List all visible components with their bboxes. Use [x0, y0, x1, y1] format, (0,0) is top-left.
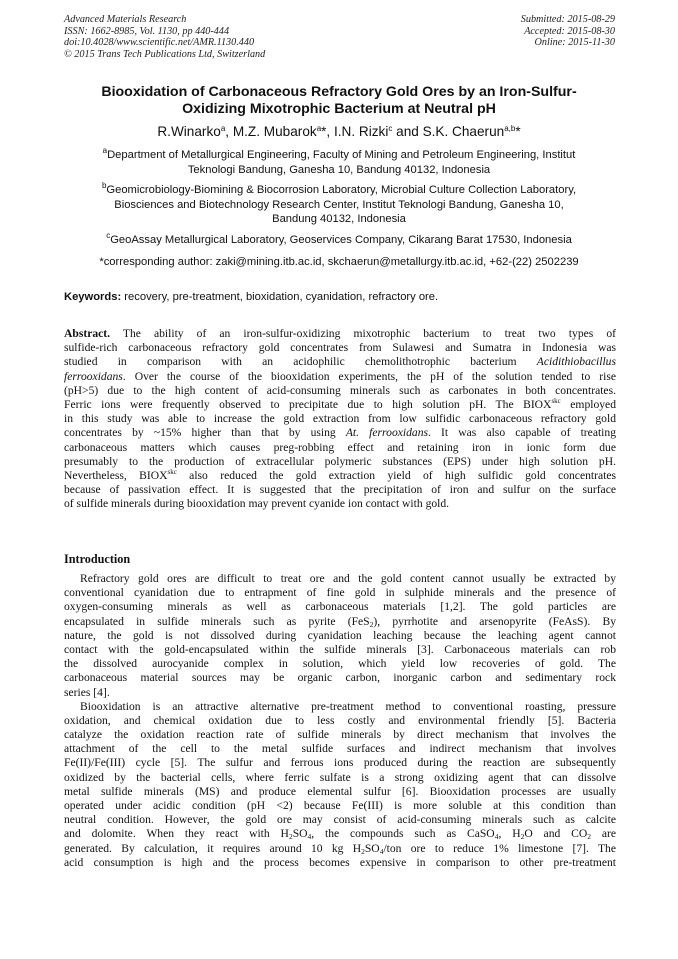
doi-line[interactable]: doi:10.4028/www.scientific.net/AMR.1130.440 [64, 37, 255, 49]
abstract-line: in this study was able to increase the gold extraction from low sulfidic carbonaceous refractory gold [64, 412, 616, 426]
author-name: S.K. Chaerun [422, 124, 505, 139]
body-line: metal sulfide minerals (MS) and produce elemental sulfur [6]. Biooxidation processes are usually [64, 784, 616, 798]
body-line: the dissolved aurocyanide complex in solution, which yield low recoveries of gold. The [64, 657, 616, 671]
author-affiliation-mark: a [220, 124, 226, 133]
author-affiliation-mark: a [316, 124, 322, 133]
species-name: ferrooxidans [64, 369, 123, 383]
body-line: nature, the gold is not dissolved during cyanidation leaching because the leaching agent cannot [64, 628, 616, 642]
journal-info [64, 14, 354, 60]
body-line: carbonaceous material sources may be organic carbon, inorganic carbon and sedimentary rock [64, 671, 616, 685]
title-line-1: Biooxidation of Carbonaceous Refractory Gold Ores by an Iron-Sulfur- [101, 84, 577, 100]
abstract-line: Abstract. The ability of an iron-sulfur-oxidizing mixotrophic bacterium to treat two types of [64, 327, 616, 340]
affiliation-text: GeoAssay Metallurgical Laboratory, Geoservices Company, Cikarang Barat 17530, Indonesia [110, 234, 572, 246]
body-line: series [4]. [64, 685, 110, 699]
author-name: R.Winarko [157, 124, 221, 139]
keywords-text: recovery, pre-treatment, bioxidation, cyanidation, refractory ore. [121, 291, 439, 303]
submitted-date: Submitted: 2015-08-29 [520, 14, 615, 25]
body-line: acid consumption is high and the process becomes expensive in comparison to other pre-treatment [64, 855, 616, 869]
affiliation-mark: a [102, 146, 108, 155]
abstract-line: Nevertheless, $BIOX^{skc}$ also reduced the gold extraction yield of high sulfidic gold concentrates [64, 467, 617, 482]
abstract-line: ferrooxidans. Over the course of the biooxidation experiments, the pH of the solution tended to rise [64, 369, 616, 383]
affiliation-text: Biosciences and Biotechnology Research Center, Institut Teknologi Bandung, Ganesha 10, [114, 198, 564, 211]
online-date: Online: 2015-11-30 [534, 37, 615, 49]
copyright-line: © 2015 Trans Tech Publications Ltd, Switzerland [64, 48, 266, 60]
journal-name: Advanced Materials Research [64, 14, 187, 25]
body-line: operated under acidic condition (pH <2) because Fe(III) is more soluble at this condition than [64, 799, 616, 812]
body-line: catalyze the oxidation reaction rate of sulfide minerals by direct mechanism that involves the [64, 728, 616, 742]
affiliation-mark: c [106, 231, 111, 240]
body-line: oxidized by the bacterial cells, where ferric sulfate is a strong oxidizing agent that can dissolve [64, 770, 616, 784]
abstract-line: Ferric ions were frequently observed to precipitate due to high solution pH. The $BIOX^{skc}$ employed [64, 396, 616, 411]
abstract-line: studied in comparison with an acidophilic chemolithotrophic bacterium Acidithiobacillus [64, 355, 616, 369]
body-line: oxygen-consuming minerals as well as carbonaceous materials [1,2]. The gold particles are [64, 600, 616, 614]
author-list [60, 124, 618, 140]
affiliation-text: Department of Metallurgical Engineering, Faculty of Mining and Petroleum Engineering, Institut [107, 149, 576, 161]
affiliation-mark: b [101, 181, 107, 190]
abstract [64, 327, 616, 511]
corresponding-author [60, 255, 618, 270]
affiliation-text: Bandung 40132, Indonesia [272, 213, 406, 225]
abstract-line: carbonaceous matters which causes preg-robbing effect and retaining iron in ionic form due [64, 440, 616, 454]
body-line: generated. By calculation, it requires around 10 kg H2SO4/ton ore to reduce 1% limestone [7]. The [64, 841, 616, 856]
body-line: encapsulated in sulfide minerals such as pyrite (FeS2), pyrrhotite and arsenopyrite (FeAsS). By [64, 614, 616, 629]
body-line: and dolomite. When they react with H2SO4, the compounds such as CaSO4, H2O and CO2 are [64, 827, 617, 842]
introduction-body [64, 572, 616, 870]
accepted-date: Accepted: 2015-08-30 [524, 25, 615, 37]
body-line: oxidation, and chemical oxidation due to less costly and environmental friendly [5]. Bacteria [64, 713, 616, 727]
affiliation-text: Geomicrobiology-Biomining & Biocorrosion Laboratory, Microbial Culture Collection Laboratory, [106, 184, 577, 196]
affiliation-text: Teknologi Bandung, Ganesha 10, Bandung 40132, Indonesia [187, 163, 491, 176]
author-separator: and [392, 124, 423, 139]
species-name: Acidithiobacillus [536, 355, 616, 369]
section-heading-introduction: Introduction [64, 552, 131, 566]
body-line: neutral condition. However, the gold ore may consist of acid-consuming minerals such as calcite [64, 813, 616, 827]
author-affiliation-mark: a,b [504, 124, 516, 133]
keywords-line [64, 290, 616, 304]
keywords-label: Keywords: [64, 291, 122, 303]
author-separator: *, [321, 124, 334, 139]
author-separator: * [515, 124, 521, 139]
abstract-line: because of passivation effect. It is suggested that the precipitation of iron and sulfur on the surface [64, 483, 616, 497]
paper-title [60, 84, 618, 118]
abstract-line: sulfide-rich carbonaceous refractory gold concentrates from Sulawesi and Sumatra in Indonesia was [64, 341, 616, 355]
body-line: Refractory gold ores are difficult to treat ore and the gold content cannot usually be extracted by [80, 572, 616, 585]
issn-line: ISSN: 1662-8985, Vol. 1130, pp 440-444 [64, 25, 230, 37]
abstract-line: of sulfide minerals during biooxidation may prevent cyanide ion contact with gold. [64, 497, 450, 511]
abstract-line: concentrates by ~15% higher than that by using At. ferrooxidans. It was also capable of treating [64, 426, 616, 440]
species-name: At. ferrooxidans [345, 426, 429, 440]
publication-dates [415, 14, 615, 49]
abstract-line: presumably to the production of extracellular polymeric substances (EPS) under high solution pH. [64, 454, 616, 468]
author-affiliation-mark: c [388, 124, 393, 133]
author-separator: , [225, 124, 233, 139]
affiliation-c [60, 233, 618, 248]
title-line-2: Oxidizing Mixotrophic Bacterium at Neutral pH [182, 101, 496, 117]
body-line: attachment of the cell to the metal sulfide surfaces and indirect mechanism that involves [64, 742, 616, 756]
corresponding-author-text[interactable]: *corresponding author: zaki@mining.itb.ac.id, skchaerun@metallurgy.itb.ac.id, +62-(22) 2502239 [99, 256, 579, 268]
abstract-label: Abstract. [64, 327, 111, 340]
body-line: conventional cyanidation due to entrapment of fine gold in sulphide minerals and the presence of [64, 586, 616, 600]
abstract-line: (pH>5) due to the high content of acid-consuming minerals such as carbonates in both concentrates. [64, 383, 616, 397]
body-line: contact with the gold-encapsulated within the sulfide minerals [3]. Carbonaceous materials can rob [64, 642, 616, 656]
body-line: Biooxidation is an attractive alternative pre-treatment method to conventional roasting, pressure [80, 699, 616, 713]
author-name: M.Z. Mubarok [232, 124, 317, 139]
affiliation-a [60, 148, 618, 177]
affiliation-b [60, 183, 618, 227]
author-name: I.N. Rizki [333, 124, 389, 139]
body-line: Fe(II)/Fe(III) cycle [5]. The sulfur and ferrous ions produced during the reaction are subsequently [64, 756, 616, 770]
